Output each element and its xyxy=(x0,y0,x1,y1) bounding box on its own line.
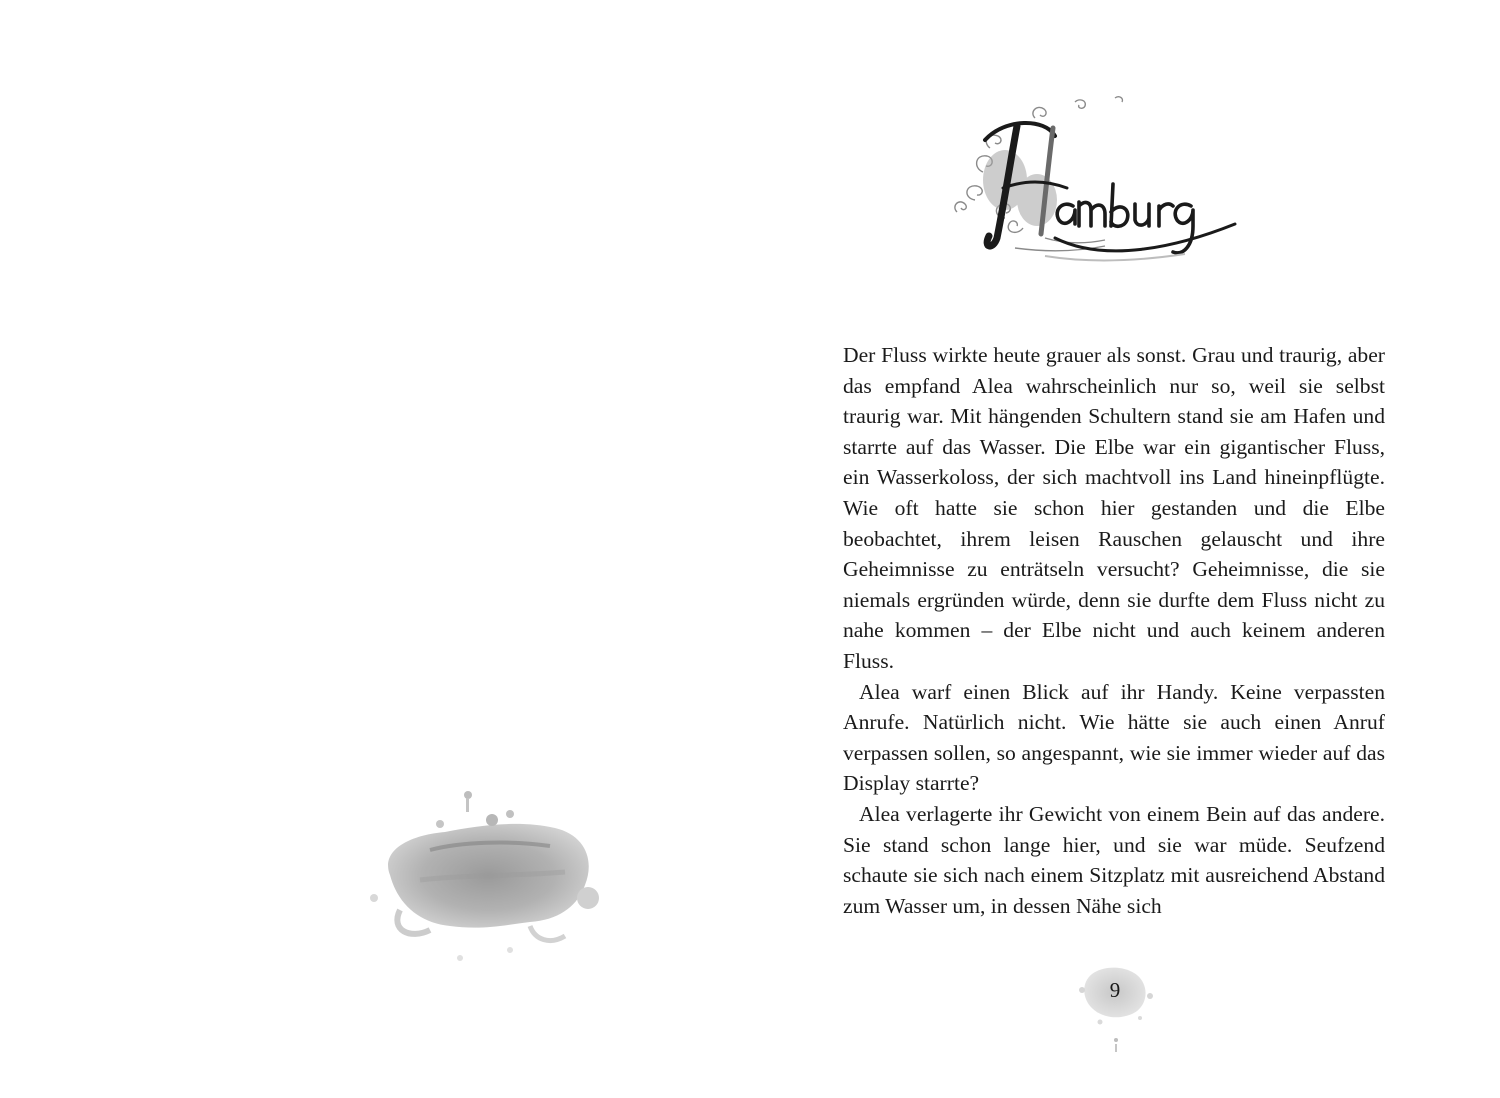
ink-splash-icon xyxy=(1070,952,1160,1062)
page-number: 9 xyxy=(1109,978,1121,1002)
chapter-heading xyxy=(945,88,1265,268)
right-page xyxy=(750,0,1500,1098)
hamburg-calligraphy-title-icon xyxy=(945,88,1265,268)
ink-splash-icon xyxy=(360,780,610,970)
paragraph: Alea warf einen Blick auf ihr Handy. Keine verpassten Anrufe. Natürlich nicht. Wie hätte sie auch einen Anruf verpassen sollen, so angespannt, wie sie immer wieder auf das Display starrte? xyxy=(843,679,1385,796)
paragraph: Der Fluss wirkte heute grauer als sonst. Grau und traurig, aber das empfand Alea wahrscheinlich nur so, weil sie selbst traurig war. Mit hängenden Schultern stand sie am Hafen und starrte auf das Wasser. Die Elbe war ein gigantischer Fluss, ein Wasserkoloss, der sich machtvoll ins Land hineinpflügte. Wie oft hatte sie schon hier gestanden und die Elbe beobachtet, ihrem leisen Rauschen gelauscht und ihre Geheimnisse zu enträtseln versucht? Geheimnisse, die sie niemals ergründen würde, denn sie durfte dem Fluss nicht zu nahe kommen – der Elbe nicht und auch keinem anderen Fluss. xyxy=(843,343,1385,673)
paragraph: Alea verlagerte ihr Gewicht von einem Bein auf das andere. Sie stand schon lange hier, und sie war müde. Seufzend schaute sie sich nach einem Sitzplatz mit ausreichend Abstand zum Wasser um, in dessen Nähe sich xyxy=(843,801,1385,918)
chapter-body xyxy=(843,340,1385,921)
page-number-ornament xyxy=(1070,952,1160,1062)
